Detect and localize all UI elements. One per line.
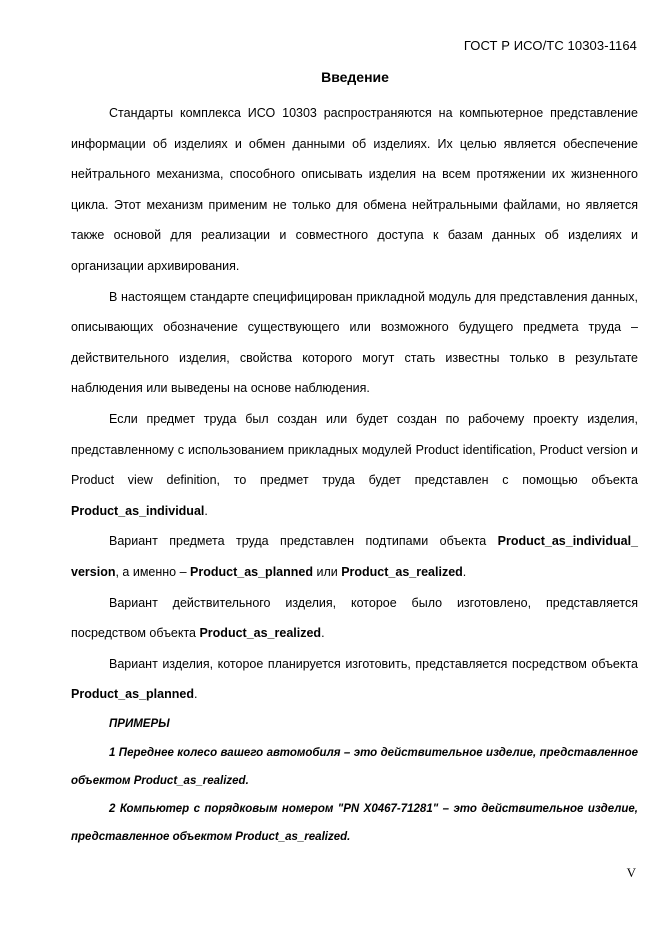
section-title: Введение (321, 69, 389, 85)
punctuation: . (204, 503, 208, 518)
paragraph-1-text: Стандарты комплекса ИСО 10303 распространяются на компьютерное представление информации об изделиях и обмен данными об изделиях. Их целью является обеспечение нейтрального механизма, способного описывать изделия на всем протяжении их жизненного цикла. Этот механизм применим не только для обмена нейтральными файлами, но является также основой для реализации и совместного доступа к базам данных об изделиях и организации архивирования. (71, 106, 638, 273)
paragraph-4-text: , а именно – (115, 564, 191, 579)
paragraph-4 (71, 526, 638, 587)
entity-name: Product_as_individual_ version (71, 534, 638, 579)
paragraph-2 (71, 282, 638, 404)
document-body (71, 98, 638, 851)
examples-heading: ПРИМЕРЫ (109, 717, 170, 730)
paragraph-4-text: или (312, 564, 342, 579)
example-2: 2 Компьютер с порядковым номером "PN X0467-71281" – это действительное изделие, представленное объектом Product_as_realized. (71, 802, 638, 843)
entity-name: Product_as_individual (71, 503, 205, 518)
paragraph-1 (71, 98, 638, 282)
punctuation: . (462, 564, 467, 579)
example-1: 1 Переднее колесо вашего автомобиля – это действительное изделие, представленное объектом Product_as_realized. (71, 746, 638, 787)
paragraph-6 (71, 649, 638, 710)
paragraph-6-text: Вариант изделия, которое планируется изготовить, представляется посредством объекта (109, 656, 638, 671)
page-number: V (626, 865, 636, 880)
entity-name: Product_as_planned (71, 687, 194, 702)
entity-name: Product_as_planned (190, 564, 313, 579)
entity-name: Product_as_realized (199, 626, 322, 641)
paragraph-5 (71, 588, 638, 649)
punctuation: . (193, 687, 198, 702)
document-code: ГОСТ Р ИСО/ТС 10303-1164 (463, 38, 637, 53)
paragraph-5-text: Вариант действительного изделия, которое было изготовлено, представляется посредством объекта (71, 595, 638, 641)
paragraph-3-text: Если предмет труда был создан или будет создан по рабочему проекту изделия, представленному с использованием прикладных модулей Product identification, Product version и Product view definition, то предмет труда будет представлен с помощью объекта (71, 411, 638, 488)
paragraph-3 (71, 404, 638, 526)
punctuation: . (321, 626, 325, 641)
entity-name: Product_as_realized (341, 564, 463, 579)
paragraph-4-text: Вариант предмета труда представлен подтипами объекта (109, 534, 498, 549)
paragraph-2-text: В настоящем стандарте специфицирован прикладной модуль для представления данных, описывающих обозначение существующего или возможного будущего предмета труда – действительного изделия, свойства которого могут стать известны только в результате наблюдения или выведены на основе наблюдения. (71, 289, 638, 396)
